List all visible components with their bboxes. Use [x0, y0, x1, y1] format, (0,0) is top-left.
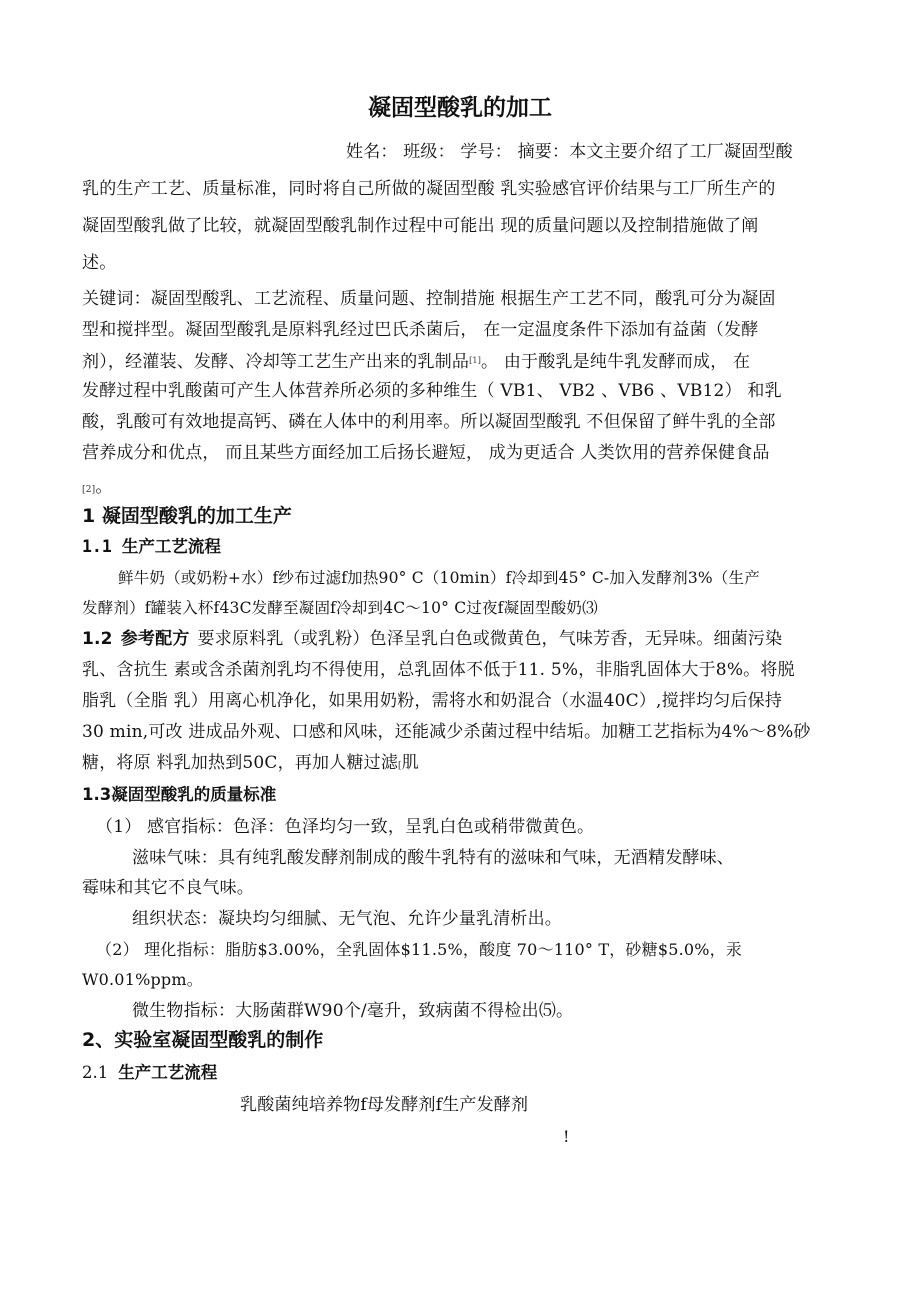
body-line-4: 发酵过程中乳酸菌可产生人体营养所必须的多种维生（ VB1、 VB2 、VB6 、VB12） 和乳	[82, 381, 782, 401]
section-2-1-number: 2.1	[82, 1063, 109, 1082]
section-1-3-heading	[82, 783, 276, 807]
section-1-2-number: 1.2	[82, 629, 113, 649]
section-2-1-title: 生产工艺流程	[118, 1063, 218, 1082]
section-1-1-number: 1.1	[82, 537, 112, 556]
flow-arrow-mark: !	[563, 1127, 570, 1146]
body-line-6: 营养成分和优点， 而且某些方面经加工后扬长避短， 成为更适合 人类饮用的营养保健食品	[82, 443, 770, 463]
abstract-line-2: 凝固型酸乳做了比较，就凝固型酸乳制作过程中可能出 现的质量问题以及控制措施做了阐	[82, 216, 759, 236]
citation-2: [2]	[82, 485, 96, 495]
document-title: 凝固型酸乳的加工	[368, 95, 552, 121]
citation-bracket: [	[398, 761, 402, 771]
section-1-1-heading	[82, 535, 221, 559]
section-1-2-text-5: 糖，将原 料乳加热到50C，再加人糖过滤	[82, 753, 399, 773]
process-flow-line-2: 发酵剂）f罐装入杯f43C发酵至凝固f冷却到4C〜10° C过夜f凝固型酸奶⑶	[82, 599, 598, 617]
section-2-1-heading	[82, 1061, 217, 1085]
author-abstract-line: 姓名： 班级： 学号： 摘要：本文主要介绍了工厂凝固型酸	[346, 142, 793, 162]
body-line-7	[82, 475, 113, 502]
microbiological-line: 微生物指标：大肠菌群W90个/毫升，致病菌不得检出⑸。	[132, 1001, 574, 1021]
citation-2-tail: 。	[95, 477, 113, 497]
section-1-2-line-3: 脂乳（全脂 乳）用离心机净化，如果用奶粉，需将水和奶混合（水温40C）,搅拌均匀后保持	[82, 691, 783, 711]
body-line-2: 型和搅拌型。凝固型酸乳是原料乳经过巴氏杀菌后， 在一定温度条件下添加有益菌（发酵	[82, 320, 759, 340]
physicochemical-line-2: W0.01%ppm。	[82, 970, 203, 989]
body-line-3-text: 剂），经灌装、发酵、冷却等工艺生产出来的乳制品	[82, 352, 470, 372]
section-1-2-title: 参考配方	[120, 629, 190, 649]
section-1-1-title: 生产工艺流程	[121, 537, 221, 556]
section-2-heading: 2、实验室凝固型酸乳的制作	[82, 1029, 324, 1051]
body-line-3-tail: 。 由于酸乳是纯牛乳发酵而成， 在	[481, 352, 751, 372]
citation-1: [1]	[469, 356, 482, 365]
texture-line: 组织状态：凝块均匀细腻、无气泡、允许少量乳清析出。	[132, 909, 562, 929]
keywords-line-1: 关键词：凝固型酸乳、工艺流程、质量问题、控制措施 根据生产工艺不同，酸乳可分为凝固	[82, 289, 776, 309]
process-flow-line-1: 鲜牛奶（或奶粉+水）f纱布过滤f加热90° C（10min）f冷却到45° C-加入发酵剂3%（生产	[118, 569, 760, 587]
starter-culture-flow: 乳酸菌纯培养物f母发酵剂f生产发酵剂	[240, 1095, 529, 1115]
section-1-2-line-4: 30 min,可改 进成品外观、口感和风味，还能减少杀菌过程中结垢。加糖工艺指标为4%〜8%砂	[82, 722, 811, 742]
section-1-2-line-2: 乳、含抗生 素或含杀菌剂乳均不得使用，总乳固体不低于11. 5%，非脂乳固体大于8%。将脱	[82, 660, 795, 680]
abstract-line-1: 乳的生产工艺、质量标准，同时将自己所做的凝固型酸 乳实验感官评价结果与工厂所生产的	[82, 179, 776, 199]
section-1-2-line-1	[82, 627, 782, 651]
taste-smell-line-1: 滋味气味：具有纯乳酸发酵剂制成的酸牛乳特有的滋味和气味，无酒精发酵味、	[132, 848, 734, 868]
section-1-heading: 1 凝固型酸乳的加工生产	[82, 505, 292, 527]
abstract-line-3: 述。	[82, 253, 117, 273]
section-1-2-line-5	[82, 751, 419, 778]
section-1-2-tail: 肌	[401, 753, 419, 773]
physicochemical-line-1: （2） 理化指标：脂肪$3.00%，全乳固体$11.5%，酸度 70〜110° T，砂糖$5.0%，汞	[96, 940, 743, 959]
body-line-5: 酸，乳酸可有效地提高钙、磷在人体中的利用率。所以凝固型酸乳 不但保留了鲜牛乳的全部	[82, 412, 776, 432]
section-1-3-title: 1.3凝固型酸乳的质量标准	[82, 785, 277, 804]
sensory-indicator-line: （1） 感官指标：色泽：色泽均匀一致，呈乳白色或稍带微黄色。	[96, 817, 595, 837]
body-line-3	[82, 349, 750, 374]
section-1-2-text-1: 要求原料乳（或乳粉）色泽呈乳白色或微黄色，气味芳香，无异味。细菌污染	[197, 629, 783, 649]
taste-smell-line-2: 霉味和其它不良气味。	[82, 878, 254, 898]
